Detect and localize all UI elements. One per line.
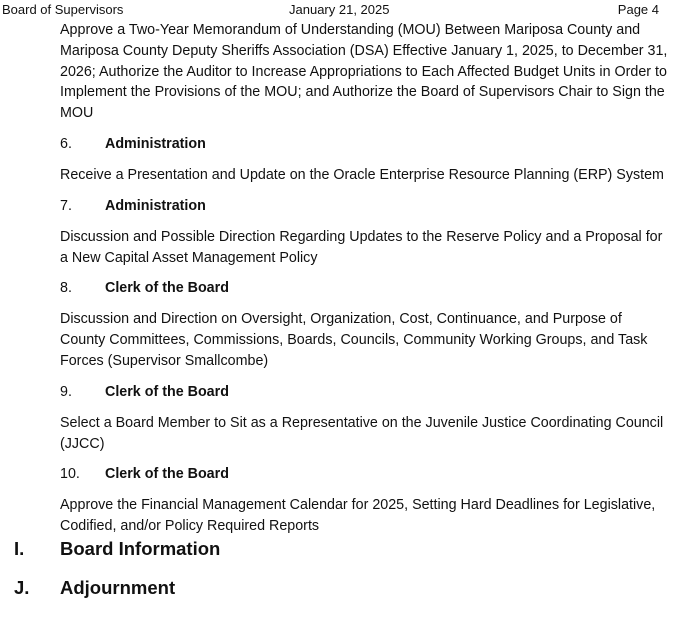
section-letter: I. <box>14 538 25 559</box>
agenda-item <box>60 382 670 455</box>
section-title: Adjournment <box>60 577 176 598</box>
section-heading <box>14 577 614 599</box>
agenda-item <box>60 196 670 269</box>
item-number: 6. <box>60 135 72 152</box>
header-date: January 21, 2025 <box>289 2 390 17</box>
item-description: Approve the Financial Management Calendar for 2025, Setting Hard Deadlines for Legislative, Codified, and/or Policy Required Reports <box>60 497 656 535</box>
item-number: 10. <box>60 466 80 483</box>
item-description: Discussion and Direction on Oversight, Organization, Cost, Continuance, and Purpose of County Committees, Commissions, Boards, Councils, Community Working Groups, and Task Forces (Supervisor Smallcombe) <box>60 311 648 369</box>
item-number: 9. <box>60 383 72 400</box>
header-board-name: Board of Supervisors <box>2 2 124 17</box>
agenda-content <box>60 20 670 537</box>
section-heading <box>14 538 614 560</box>
section-title: Board Information <box>60 538 221 559</box>
item-description: Discussion and Possible Direction Regarding Updates to the Reserve Policy and a Proposal for a New Capital Asset Management Policy <box>60 228 663 266</box>
item-number: 7. <box>60 197 72 214</box>
page-header <box>0 2 680 20</box>
header-page-number: Page 4 <box>617 2 659 17</box>
item-department: Administration <box>105 135 206 152</box>
item-description: Receive a Presentation and Update on the Oracle Enterprise Resource Planning (ERP) System <box>60 166 664 183</box>
item-department: Clerk of the Board <box>105 383 229 400</box>
item-number: 8. <box>60 280 72 297</box>
section-letter: J. <box>14 577 30 598</box>
agenda-item <box>60 278 670 371</box>
item-department: Clerk of the Board <box>105 280 229 297</box>
item-department: Clerk of the Board <box>105 466 229 483</box>
item-description: Select a Board Member to Sit as a Representative on the Juvenile Justice Coordinating Council (JJCC) <box>60 414 664 452</box>
continued-item-text: Approve a Two-Year Memorandum of Understanding (MOU) Between Mariposa County and Mariposa County Deputy Sheriffs Association (DSA) Effective January 1, 2025, to December 31, 2026; Authorize the Auditor to Increase Appropriations to Each Affected Budget Units in Order to Implement the Provisions of the MOU; and Authorize the Board of Supervisors Chair to Sign the MOU <box>60 22 668 122</box>
agenda-item <box>60 464 670 537</box>
agenda-item <box>60 134 670 186</box>
item-department: Administration <box>105 197 206 214</box>
